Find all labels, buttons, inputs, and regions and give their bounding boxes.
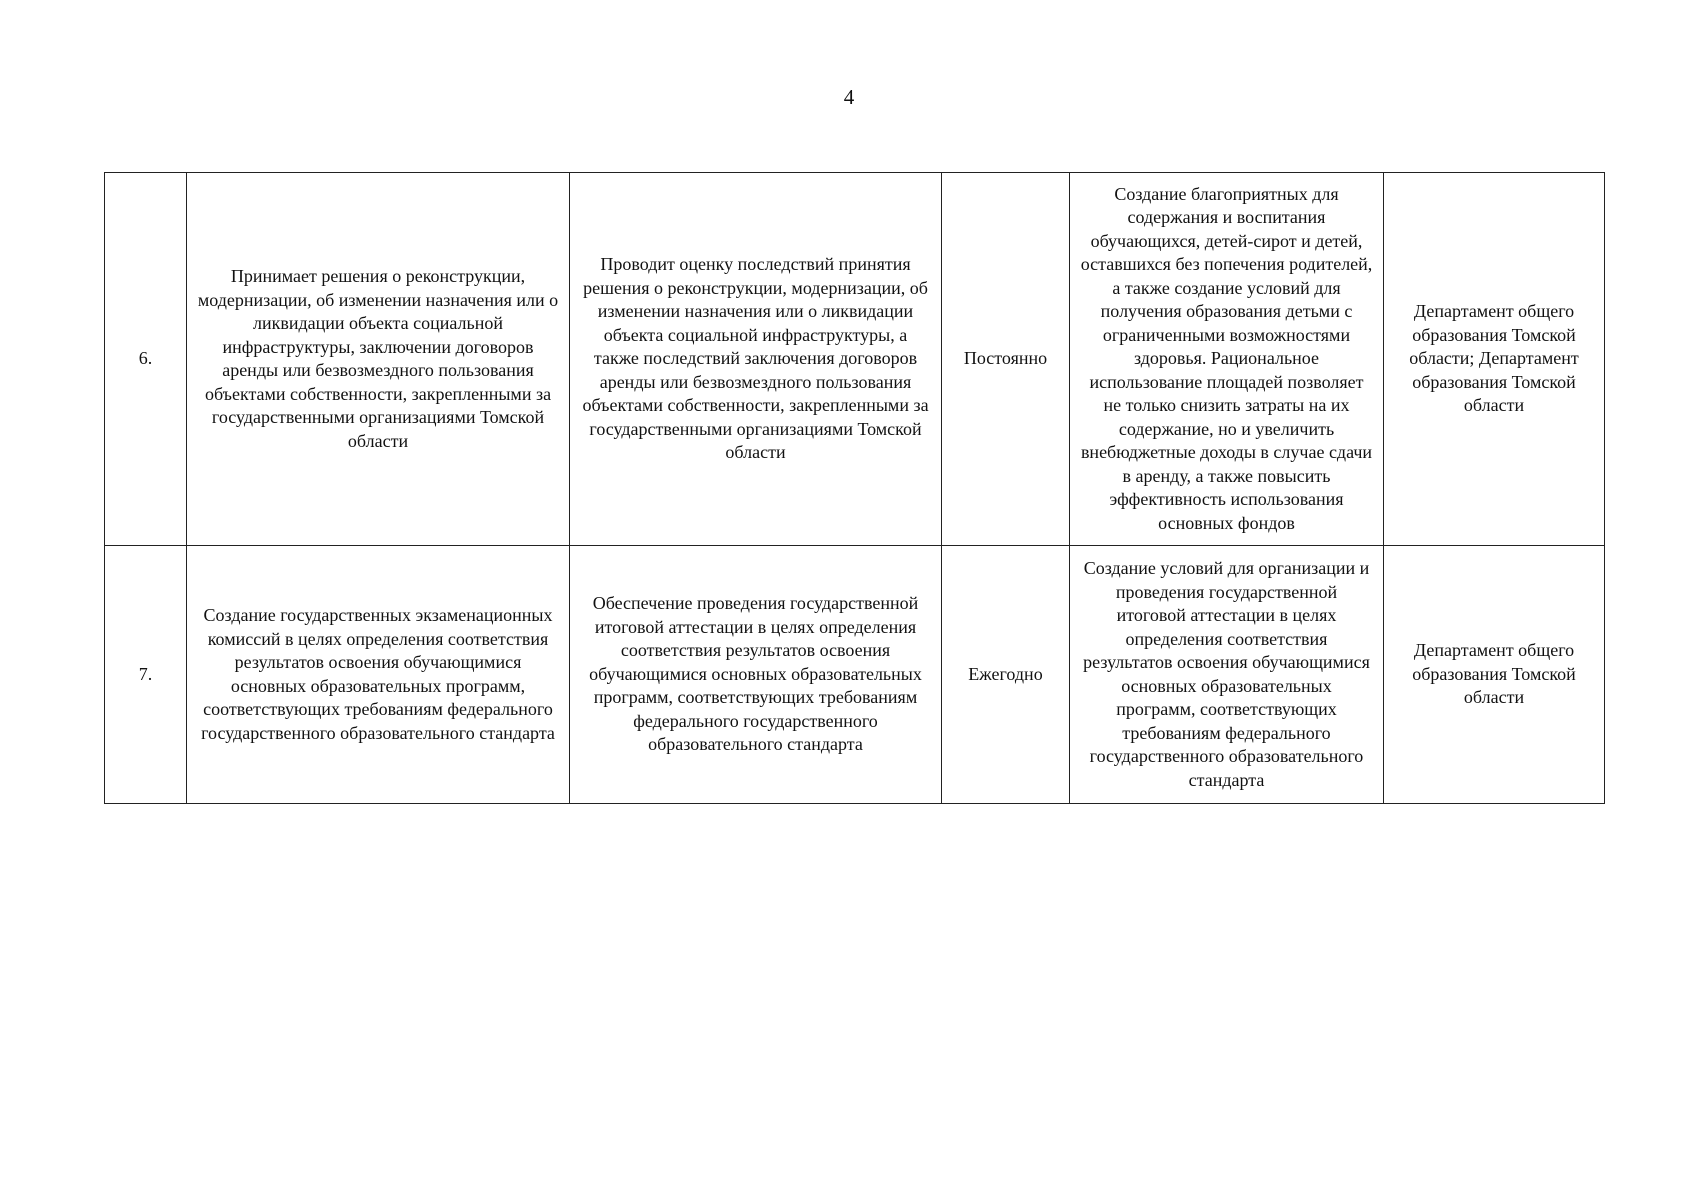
action-cell: Принимает решения о реконструкции, модернизации, об изменении назначения или о ликвидации объекта социальной инфраструктуры, заключении договоров аренды или безвозмездного пользования объектами собственности, закрепленными за государственными организациями Томской области: [187, 173, 570, 546]
row-number: 6.: [105, 173, 187, 546]
row-number: 7.: [105, 546, 187, 804]
page-number: 4: [843, 85, 855, 109]
measures-table: [104, 172, 1605, 804]
table-row: [105, 546, 1605, 804]
action-cell: Создание государственных экзаменационных комиссий в целях определения соответствия результатов освоения обучающимися основных образовательных программ, соответствующих требованиям федерального государственного образовательного стандарта: [187, 546, 570, 804]
table-row: [105, 173, 1605, 546]
term-cell: Ежегодно: [942, 546, 1070, 804]
executor-cell: Департамент общего образования Томской области: [1384, 546, 1605, 804]
effect-cell: Создание благоприятных для содержания и воспитания обучающихся, детей-сирот и детей, оставшихся без попечения родителей, а также создание условий для получения образования детьми с ограниченными возможностями здоровья. Рациональное использование площадей позволяет не только снизить затраты на их содержание, но и увеличить внебюджетные доходы в случае сдачи в аренду, а также повысить эффективность использования основных фондов: [1070, 173, 1384, 546]
result-cell: Проводит оценку последствий принятия решения о реконструкции, модернизации, об изменении назначения или о ликвидации объекта социальной инфраструктуры, а также последствий заключения договоров аренды или безвозмездного пользования объектами собственности, закрепленными за государственными организациями Томской области: [570, 173, 942, 546]
executor-cell: Департамент общего образования Томской области; Департамент образования Томской области: [1384, 173, 1605, 546]
result-cell: Обеспечение проведения государственной итоговой аттестации в целях определения соответствия результатов освоения обучающимися основных образовательных программ, соответствующих требованиям федерального государственного образовательного стандарта: [570, 546, 942, 804]
effect-cell: Создание условий для организации и проведения государственной итоговой аттестации в целях определения соответствия результатов освоения обучающимися основных образовательных программ, соответствующих требованиям федерального государственного образовательного стандарта: [1070, 546, 1384, 804]
term-cell: Постоянно: [942, 173, 1070, 546]
